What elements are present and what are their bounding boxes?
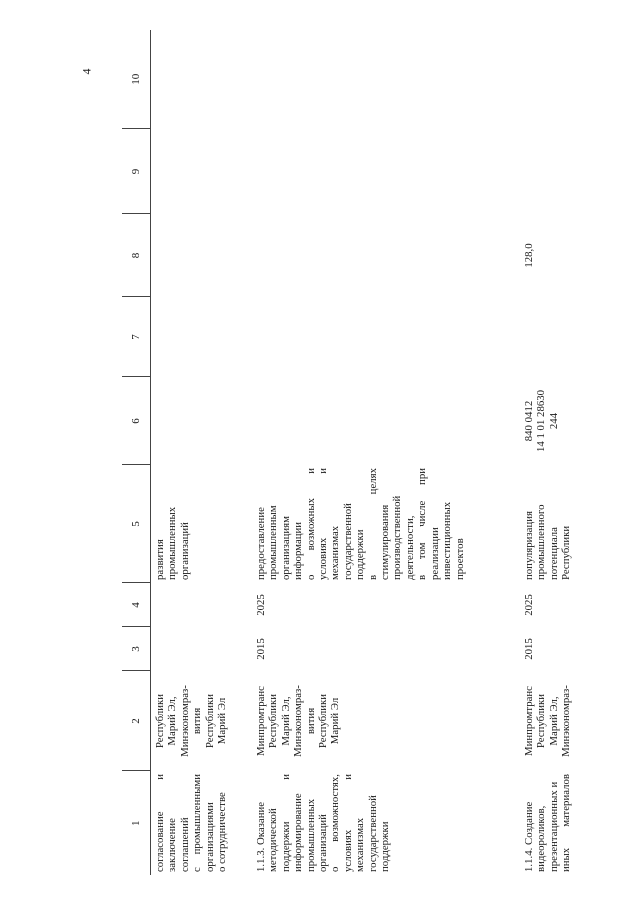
table-row	[519, 30, 639, 875]
end-year-cell: 2025	[255, 594, 267, 616]
value-cell	[519, 30, 639, 129]
budget-code-cell: 840 0412 14 1 01 28630 244	[523, 389, 560, 453]
rotated-table-region	[122, 30, 639, 875]
end-year-cell	[151, 583, 253, 627]
column-header: 5	[122, 465, 151, 583]
column-header: 4	[122, 583, 151, 627]
measure-name-cell: 1.1.3. Оказание методической поддержки и информирование промышленных организаций о возможностях, условиях и механизмах государственной поддержки	[255, 774, 392, 872]
value-cell	[151, 30, 253, 129]
column-header: 7	[122, 297, 151, 377]
start-year-cell: 2015	[523, 638, 535, 660]
table-row	[151, 30, 253, 875]
value-cell	[252, 129, 519, 214]
executor-cell: Республики Марий Эл, Минэкономраз- вития Республики Марий Эл	[154, 685, 229, 757]
measures-table	[122, 30, 639, 875]
column-header: 9	[122, 129, 151, 214]
budget-code-cell	[151, 377, 253, 465]
column-header: 1	[122, 771, 151, 875]
end-year-cell: 2025	[523, 594, 535, 616]
result-cell: популяризация промышленного потенциала Республики	[523, 504, 573, 580]
column-header: 8	[122, 214, 151, 297]
column-number-row	[122, 30, 151, 875]
value-cell	[519, 297, 639, 377]
value-cell	[252, 214, 519, 297]
column-header: 3	[122, 627, 151, 671]
column-header: 6	[122, 377, 151, 465]
page-number: 4	[79, 68, 94, 75]
column-header: 10	[122, 30, 151, 129]
value-cell	[151, 214, 253, 297]
value-cell	[252, 30, 519, 129]
value-cell: 128,0	[523, 243, 535, 268]
table-row	[252, 30, 519, 875]
start-year-cell	[151, 627, 253, 671]
value-cell	[151, 129, 253, 214]
measure-name-cell: согласование и заключение соглашений с промышленными организациями о сотрудничестве	[154, 774, 229, 872]
executor-cell: Минпромтранс Республики Марий Эл, Минэкономраз-	[523, 685, 573, 757]
start-year-cell: 2015	[255, 638, 267, 660]
value-cell	[151, 297, 253, 377]
value-cell	[252, 297, 519, 377]
budget-code-cell	[252, 377, 519, 465]
column-header: 2	[122, 671, 151, 771]
result-cell: предоставление промышленным организациям информации о возможных и условиях и механизмах государственной поддержки в целях стимулирования производственной деятельности, в том числе при реализации инвестиционных проектов	[255, 468, 466, 580]
measure-name-cell: 1.1.4. Создание видеороликов, презентационных и иных материалов	[523, 774, 573, 872]
value-cell	[519, 129, 639, 214]
result-cell: развития промышленных организаций	[154, 506, 191, 580]
executor-cell: Минпромтранс Республики Марий Эл, Минэкономраз- вития Республики Марий Эл	[255, 685, 342, 757]
